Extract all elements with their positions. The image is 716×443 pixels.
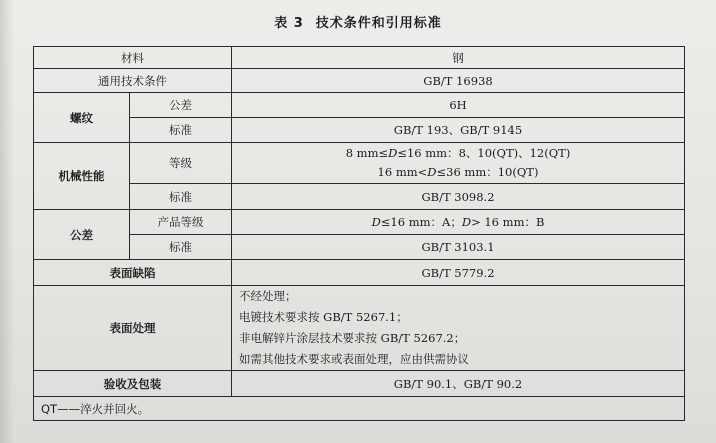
table-row: [34, 143, 685, 184]
mechanical-grade-line-1: 8 mm≤D≤16 mm：8、10(QT)、12(QT): [345, 146, 571, 160]
spec-table: [33, 46, 685, 421]
table-row: [34, 286, 685, 371]
surface-treatment-line: 如需其他技术要求或表面处理，应由供需协议: [239, 352, 469, 366]
mechanical-grade-value: [232, 143, 685, 184]
caption-number: 表 3: [274, 16, 304, 31]
product-grade-label: 产品等级: [130, 210, 232, 235]
table-header-row: [34, 47, 685, 69]
product-grade-value: D≤16 mm：A；D> 16 mm：B: [232, 210, 685, 235]
table-note: QT——淬火并回火。: [34, 397, 685, 421]
surface-defects-label: 表面缺陷: [34, 260, 232, 286]
tolerance-standard-label: 标准: [130, 235, 232, 260]
mechanical-standard-value: GB/T 3098.2: [232, 184, 685, 210]
mechanical-label: 机械性能: [34, 143, 130, 210]
surface-treatment-value: [232, 286, 685, 371]
table-row: [34, 235, 685, 260]
surface-treatment-label: 表面处理: [34, 286, 232, 371]
thread-tolerance-label: 公差: [130, 93, 232, 118]
mechanical-grade-line-2: 16 mm<D≤36 mm：10(QT): [377, 165, 539, 179]
thread-label: 螺纹: [34, 93, 130, 143]
table-row: [34, 260, 685, 286]
thread-standard-value: GB/T 193、GB/T 9145: [232, 118, 685, 143]
thread-tolerance-value: 6H: [232, 93, 685, 118]
table-row: [34, 184, 685, 210]
table-row: [34, 210, 685, 235]
mechanical-standard-label: 标准: [130, 184, 232, 210]
tolerance-standard-value: GB/T 3103.1: [232, 235, 685, 260]
page-edge-shadow: [0, 0, 14, 443]
acceptance-value: GB/T 90.1、GB/T 90.2: [232, 371, 685, 397]
mechanical-grade-label: 等级: [130, 143, 232, 184]
general-value: GB/T 16938: [232, 69, 685, 93]
material-value: 钢: [232, 47, 685, 69]
surface-defects-value: GB/T 5779.2: [232, 260, 685, 286]
surface-treatment-line: 不经处理；: [239, 289, 297, 303]
thread-standard-label: 标准: [130, 118, 232, 143]
table-row: [34, 118, 685, 143]
table-row: [34, 93, 685, 118]
surface-treatment-line: 电镀技术要求按 GB/T 5267.1；: [239, 310, 408, 324]
table-caption: [0, 12, 716, 31]
general-label: 通用技术条件: [34, 69, 232, 93]
material-label: 材料: [34, 47, 232, 69]
tolerance-label: 公差: [34, 210, 130, 260]
table-note-row: [34, 397, 685, 421]
table-row: [34, 69, 685, 93]
caption-title: 技术条件和引用标准: [315, 16, 442, 31]
acceptance-label: 验收及包装: [34, 371, 232, 397]
table-row: [34, 371, 685, 397]
surface-treatment-line: 非电解锌片涂层技术要求按 GB/T 5267.2；: [239, 331, 466, 345]
